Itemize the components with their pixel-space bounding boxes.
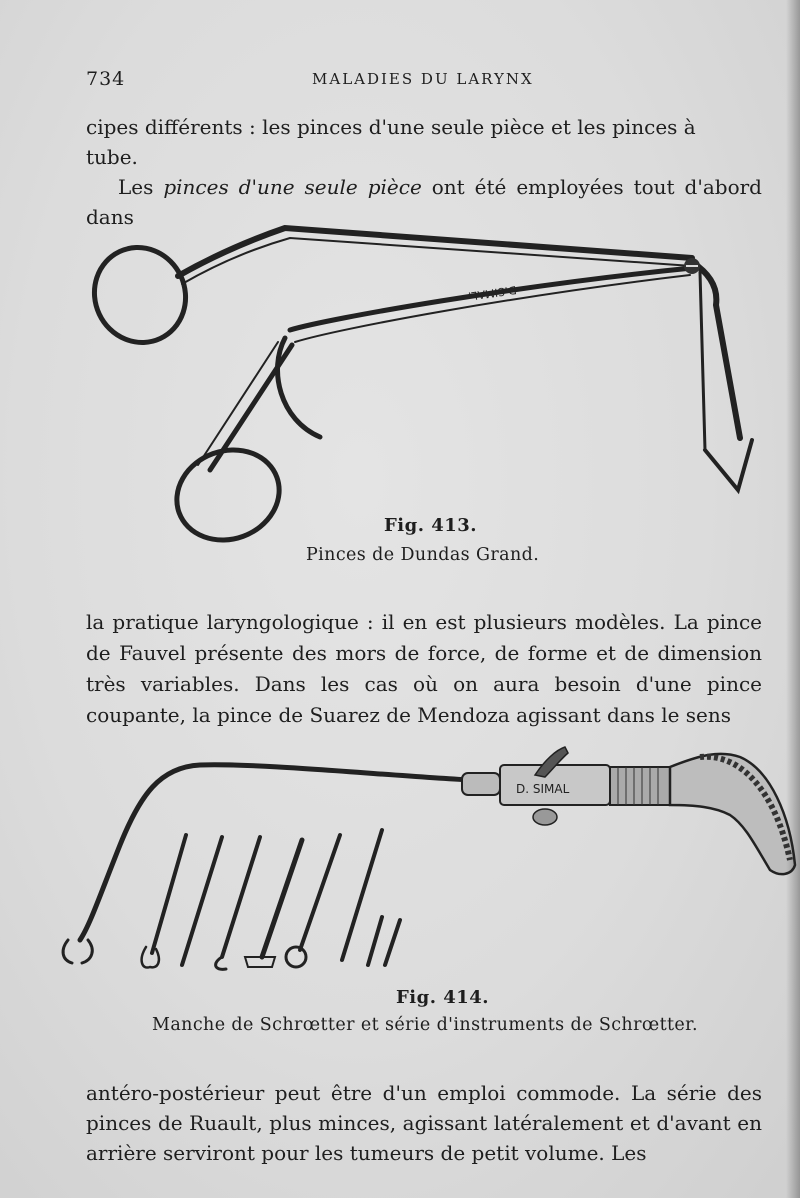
paragraph-2-start: Les	[118, 175, 164, 199]
figure-414-caption: Manche de Schrœtter et série d'instruments de Schrœtter.	[152, 1015, 698, 1035]
figure-413-illustration	[0, 0, 800, 560]
text-block-middle	[86, 607, 762, 731]
figure-414-engraving: D. SIMAL	[516, 782, 570, 796]
paragraph-3: la pratique laryngologique : il en est plusieurs modèles. La pince de Fauvel présente des mors de force, de forme et de dimension très variables. Dans les cas où on aura besoin d'une pince coupante, la pince de Suarez de Mendoza agissant dans le sens	[86, 610, 762, 727]
figure-413-engraving: D.SIMAL.	[467, 283, 518, 303]
paragraph-2-italic: pinces d'une seule pièce	[163, 175, 422, 199]
paragraph-2-end: ont été employées tout d'abord dans	[86, 175, 762, 229]
paragraph-1-line-1: cipes différents : les pinces d'une seule pièce et les pinces à	[86, 115, 696, 139]
figure-414-label: Fig. 414.	[396, 987, 490, 1008]
text-block-bottom	[86, 1078, 762, 1168]
figure-413-label: Fig. 413.	[384, 515, 478, 536]
figure-414-illustration	[0, 735, 800, 995]
paragraph-1-line-2: tube.	[86, 145, 138, 169]
running-title: MALADIES DU LARYNX	[312, 70, 534, 88]
paragraph-4: antéro-postérieur peut être d'un emploi commode. La série des pinces de Ruault, plus minces, agissant latéralement et d'avant en arrière serviront pour les tumeurs de petit volume. Les	[86, 1081, 762, 1165]
figure-413-caption: Pinces de Dundas Grand.	[306, 545, 540, 565]
page-number: 734	[86, 68, 126, 90]
